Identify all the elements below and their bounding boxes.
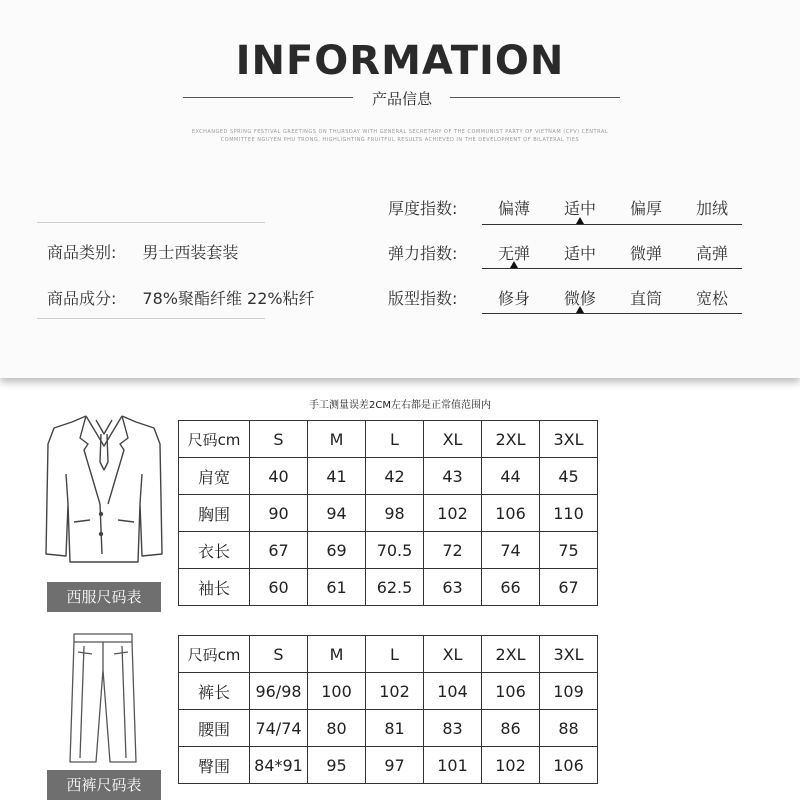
trousers-icon xyxy=(66,630,140,764)
table-cell: 86 xyxy=(482,710,540,747)
index-option: 偏薄 xyxy=(497,199,530,218)
table-row-label: 裤长 xyxy=(179,673,250,710)
table-cell: 42 xyxy=(366,458,424,495)
table-cell: 66 xyxy=(482,569,540,606)
table-row-label: 衣长 xyxy=(179,532,250,569)
suit-jacket-icon xyxy=(44,404,164,566)
material-label: 商品成分: xyxy=(47,289,117,308)
table-cell: XL xyxy=(424,636,482,673)
table-cell: 102 xyxy=(482,747,540,784)
product-info-section xyxy=(0,0,800,378)
jacket-size-caption: 西服尺码表 xyxy=(47,582,161,612)
table-cell: 102 xyxy=(424,495,482,532)
table-header-row xyxy=(179,421,598,458)
index-option: 微修 xyxy=(563,289,596,308)
table-row-label: 臀围 xyxy=(179,747,250,784)
table-cell: 60 xyxy=(250,569,308,606)
table-cell: 90 xyxy=(250,495,308,532)
index-selected-marker xyxy=(510,261,518,268)
table-cell: L xyxy=(366,421,424,458)
index-option: 加绒 xyxy=(695,199,728,218)
subtitle-divider-right xyxy=(450,97,620,98)
category-row xyxy=(47,240,238,263)
index-option: 直筒 xyxy=(629,289,662,308)
table-cell: 97 xyxy=(366,747,424,784)
table-cell: 44 xyxy=(482,458,540,495)
table-cell: S xyxy=(250,636,308,673)
table-cell: 81 xyxy=(366,710,424,747)
jacket-size-table xyxy=(178,420,598,606)
category-value: 男士西装套装 xyxy=(142,243,239,262)
table-cell: 45 xyxy=(540,458,598,495)
table-cell: 74 xyxy=(482,532,540,569)
table-cell: 67 xyxy=(540,569,598,606)
table-cell: 95 xyxy=(308,747,366,784)
table-cell: 62.5 xyxy=(366,569,424,606)
table-cell: 63 xyxy=(424,569,482,606)
index-selected-marker xyxy=(576,217,584,224)
table-cell: S xyxy=(250,421,308,458)
pants-size-caption: 西裤尺码表 xyxy=(47,770,161,800)
index-option: 适中 xyxy=(563,199,596,218)
table-cell: XL xyxy=(424,421,482,458)
category-label: 商品类别: xyxy=(47,243,117,262)
attr-divider-bottom xyxy=(37,318,265,319)
table-row xyxy=(179,569,598,606)
table-cell: 96/98 xyxy=(250,673,308,710)
table-cell: 3XL xyxy=(540,421,598,458)
table-row-label: 肩宽 xyxy=(179,458,250,495)
index-option: 适中 xyxy=(563,244,596,263)
index-scale-line xyxy=(482,268,742,269)
index-option: 宽松 xyxy=(695,289,728,308)
index-label: 弹力指数: xyxy=(388,244,458,263)
table-row xyxy=(179,495,598,532)
table-row xyxy=(179,532,598,569)
table-cell: L xyxy=(366,636,424,673)
table-cell: 43 xyxy=(424,458,482,495)
table-row xyxy=(179,747,598,784)
table-cell: 74/74 xyxy=(250,710,308,747)
table-cell: 69 xyxy=(308,532,366,569)
table-cell: 102 xyxy=(366,673,424,710)
pants-size-table xyxy=(178,635,598,784)
table-row xyxy=(179,458,598,495)
table-cell: 40 xyxy=(250,458,308,495)
table-cell: 70.5 xyxy=(366,532,424,569)
table-row xyxy=(179,710,598,747)
table-cell: M xyxy=(308,636,366,673)
fine-print: EXCHANGED SPRING FESTIVAL GREETINGS ON THURSDAY WITH GENERAL SECRETARY OF THE COMMUNIST PARTY OF VIETNAM (CPV) CENTRAL COMMITTEE NGUYEN PHU TRONG, HIGHLIGHTING FRUITFUL RESULTS ACHIEVED IN THE DEVELOPMENT OF BILATERAL TIES xyxy=(191,129,609,143)
table-cell: 84*91 xyxy=(250,747,308,784)
table-cell: 110 xyxy=(540,495,598,532)
table-cell: 80 xyxy=(308,710,366,747)
table-row-label: 胸围 xyxy=(179,495,250,532)
table-cell: 101 xyxy=(424,747,482,784)
table-header-row xyxy=(179,636,598,673)
page-title: INFORMATION xyxy=(235,38,565,84)
table-cell: 88 xyxy=(540,710,598,747)
table-row-label: 尺码cm xyxy=(179,636,250,673)
table-row xyxy=(179,673,598,710)
table-cell: 72 xyxy=(424,532,482,569)
table-cell: 94 xyxy=(308,495,366,532)
table-cell: 106 xyxy=(482,495,540,532)
material-row xyxy=(47,286,315,309)
measurement-note: 手工测量误差2CM左右都是正常值范围内 xyxy=(309,400,491,411)
table-row-label: 尺码cm xyxy=(179,421,250,458)
index-selected-marker xyxy=(576,306,584,313)
index-option: 微弹 xyxy=(629,244,662,263)
table-row-label: 腰围 xyxy=(179,710,250,747)
index-scale-line xyxy=(482,313,742,314)
table-cell: 2XL xyxy=(482,421,540,458)
index-label: 版型指数: xyxy=(388,289,458,308)
table-cell: 41 xyxy=(308,458,366,495)
table-cell: 2XL xyxy=(482,636,540,673)
table-cell: 3XL xyxy=(540,636,598,673)
index-option: 无弹 xyxy=(497,244,530,263)
index-scale-line xyxy=(482,224,742,225)
table-cell: 83 xyxy=(424,710,482,747)
table-cell: 106 xyxy=(540,747,598,784)
table-cell: 106 xyxy=(482,673,540,710)
table-cell: 75 xyxy=(540,532,598,569)
page-subtitle: 产品信息 xyxy=(371,90,432,108)
table-cell: 98 xyxy=(366,495,424,532)
index-label: 厚度指数: xyxy=(388,199,458,218)
table-cell: 67 xyxy=(250,532,308,569)
material-value: 78%聚酯纤维 22%粘纤 xyxy=(142,289,315,308)
table-cell: 61 xyxy=(308,569,366,606)
subtitle-divider-left xyxy=(183,97,353,98)
subtitle-row xyxy=(0,88,800,108)
table-cell: 100 xyxy=(308,673,366,710)
attr-divider-top xyxy=(37,222,265,223)
index-option: 偏厚 xyxy=(629,199,662,218)
index-option: 修身 xyxy=(497,289,530,308)
table-cell: 109 xyxy=(540,673,598,710)
table-cell: M xyxy=(308,421,366,458)
table-row-label: 袖长 xyxy=(179,569,250,606)
table-cell: 104 xyxy=(424,673,482,710)
index-option: 高弹 xyxy=(695,244,728,263)
